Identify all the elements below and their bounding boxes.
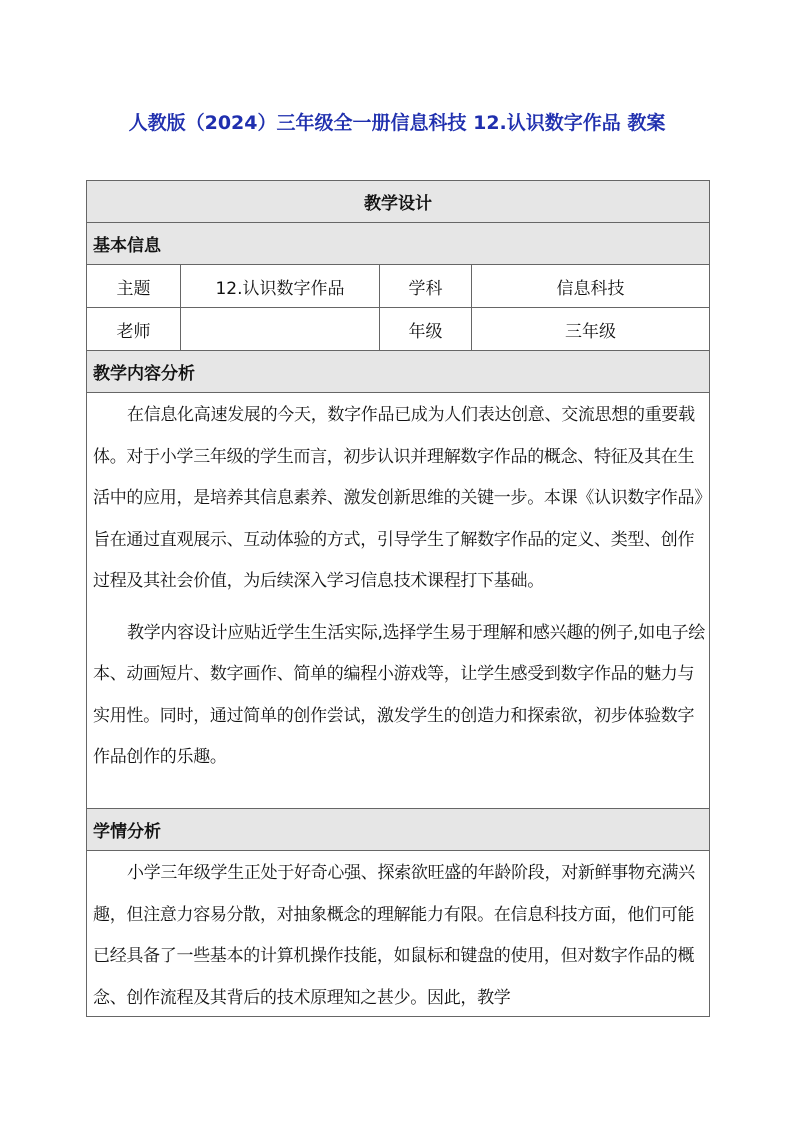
label-teacher: 老师 [87,308,181,351]
section-basic-info: 基本信息 [87,223,710,265]
learner-analysis-body [87,851,710,1017]
learner-paragraph-1: 小学三年级学生正处于好奇心强、探索欲旺盛的年龄阶段，对新鲜事物充满兴趣，但注意力容易分散，对抽象概念的理解能力有限。在信息科技方面，他们可能已经具备了一些基本的计算机操作技能，如鼠标和键盘的使用，但对数字作品的概念、创作流程及其背后的技术原理知之甚少。因此，教学 [93,863,695,1008]
section-learner-analysis: 学情分析 [87,809,710,851]
table-heading: 教学设计 [87,181,710,223]
content-paragraph-1: 在信息化高速发展的今天，数字作品已成为人们表达创意、交流思想的重要载体。对于小学三年级的学生而言，初步认识并理解数字作品的概念、特征及其在生活中的应用，是培养其信息素养、激发创新思维的关键一步。本课《认识数字作品》旨在通过直观展示、互动体验的方式，引导学生了解数字作品的定义、类型、创作过程及其社会价值，为后续深入学习信息技术课程打下基础。 [93,405,703,591]
label-grade: 年级 [380,308,472,351]
content-analysis-body [87,393,710,809]
value-subject: 信息科技 [472,265,710,308]
section-content-analysis: 教学内容分析 [87,351,710,393]
table-row [87,265,710,308]
lesson-plan-table [86,180,710,1017]
document-title: 人教版（2024）三年级全一册信息科技 12.认识数字作品 教案 [128,112,666,134]
label-subject: 学科 [380,265,472,308]
value-grade: 三年级 [472,308,710,351]
content-paragraph-2: 教学内容设计应贴近学生生活实际,选择学生易于理解和感兴趣的例子,如电子绘本、动画短片、数字画作、简单的编程小游戏等，让学生感受到数字作品的魅力与实用性。同时，通过简单的创作尝试，激发学生的创造力和探索欲，初步体验数字作品创作的乐趣。 [93,622,705,767]
label-topic: 主题 [87,265,181,308]
value-teacher [181,308,380,351]
value-topic: 12.认识数字作品 [181,265,380,308]
table-row [87,308,710,351]
